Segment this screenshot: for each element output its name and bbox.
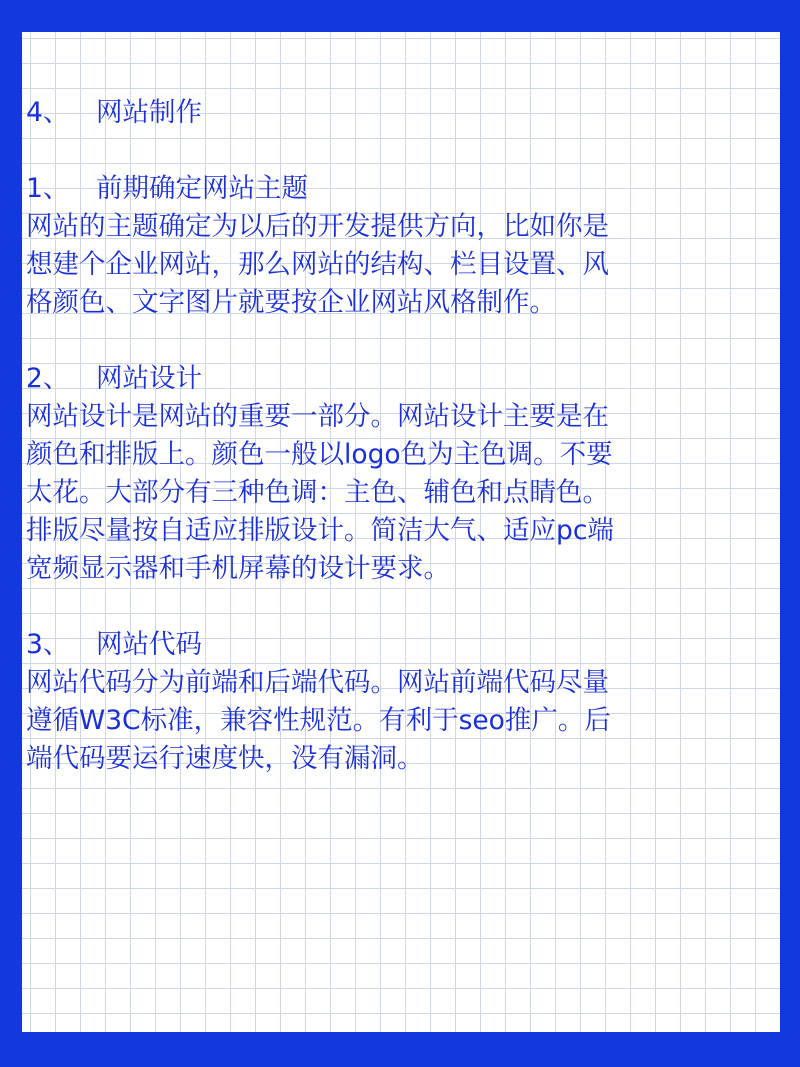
- section-2: [26, 360, 726, 588]
- section-number: 1、: [26, 173, 70, 204]
- section-line: 颜色和排版上。颜色一般以logo色为主色调。不要: [26, 439, 613, 470]
- section-heading: [26, 170, 726, 208]
- main-heading-title: 网站制作: [96, 97, 202, 128]
- section-title: 网站代码: [96, 629, 202, 660]
- spacer: [26, 132, 726, 170]
- section-line: 端代码要运行速度快，没有漏洞。: [26, 743, 424, 774]
- section-number: 3、: [26, 629, 70, 660]
- section-line: 格颜色、文字图片就要按企业网站风格制作。: [26, 287, 556, 318]
- section-line: 网站的主题确定为以后的开发提供方向，比如你是: [26, 211, 609, 242]
- section-heading: [26, 626, 726, 664]
- section-line: 想建个企业网站，那么网站的结构、栏目设置、风: [26, 249, 609, 280]
- section-line: 太花。大部分有三种色调：主色、辅色和点睛色。: [26, 477, 609, 508]
- spacer: [26, 588, 726, 626]
- section-line: 网站设计是网站的重要一部分。网站设计主要是在: [26, 401, 609, 432]
- section-line: 排版尽量按自适应排版设计。简洁大气、适应pc端: [26, 515, 614, 546]
- section-line: 遵循W3C标准，兼容性规范。有利于seo推广。后: [26, 705, 611, 736]
- section-line: 网站代码分为前端和后端代码。网站前端代码尽量: [26, 667, 609, 698]
- main-heading: [26, 94, 726, 132]
- main-heading-number: 4、: [26, 97, 70, 128]
- section-heading: [26, 360, 726, 398]
- section-line: 宽频显示器和手机屏幕的设计要求。: [26, 553, 450, 584]
- section-1: [26, 170, 726, 322]
- spacer: [26, 322, 726, 360]
- section-number: 2、: [26, 363, 70, 394]
- document-body: [26, 94, 726, 778]
- section-title: 网站设计: [96, 363, 202, 394]
- section-3: [26, 626, 726, 778]
- section-title: 前期确定网站主题: [96, 173, 308, 204]
